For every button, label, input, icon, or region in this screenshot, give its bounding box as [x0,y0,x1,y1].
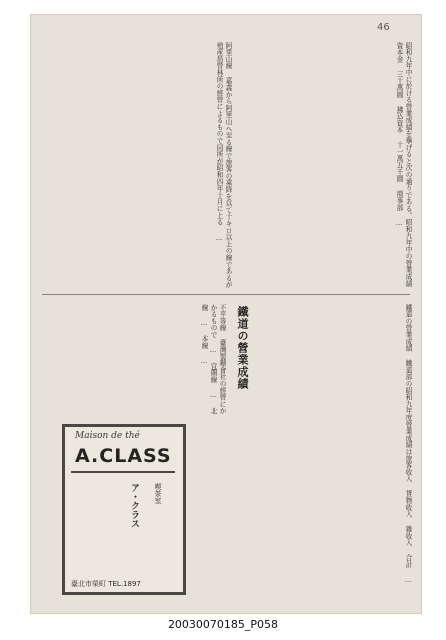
section-title: 鐵道の營業成績 [236,306,249,390]
upper-right-column: 昭和九年中に於ける營業成績を擧げると次の通りである。昭和九年中の營業成績 資本金 三十萬圓 拂込資本 十一萬五千圓 商事部 … [395,42,412,287]
ad-address: 臺北市榮町 TEL.1897 [71,580,141,588]
section-divider [42,294,410,295]
advertisement [62,424,186,595]
page-number: 46 [377,22,390,33]
document-page [30,14,422,614]
lower-left-column: 不平等線 臺灣製糖會社の經營にかかるもので … 宜蘭線 … 北線 … 本線 … [200,304,226,415]
ad-line-2: ア・クラス [129,483,139,528]
ad-line-1: 喫茶室 [154,483,162,504]
ad-divider [71,471,175,473]
image-caption: 20030070185_P058 [167,618,279,631]
ad-brand: A.CLASS [75,445,172,467]
ad-script-text: Maison de thé [75,431,140,441]
upper-left-column: 阿里山線 嘉義から阿里山へ至る線で旅客の乘降を以て十キロ以上の線であるが殖産局營林所の經營によるもので同所が昭和四年十月に上る … [215,42,232,289]
lower-right-column: 鐵道の營業成績 鐵道部の昭和九年度營業成績は旅客收入 貨物收入 雜收入 合計 … [404,304,412,585]
